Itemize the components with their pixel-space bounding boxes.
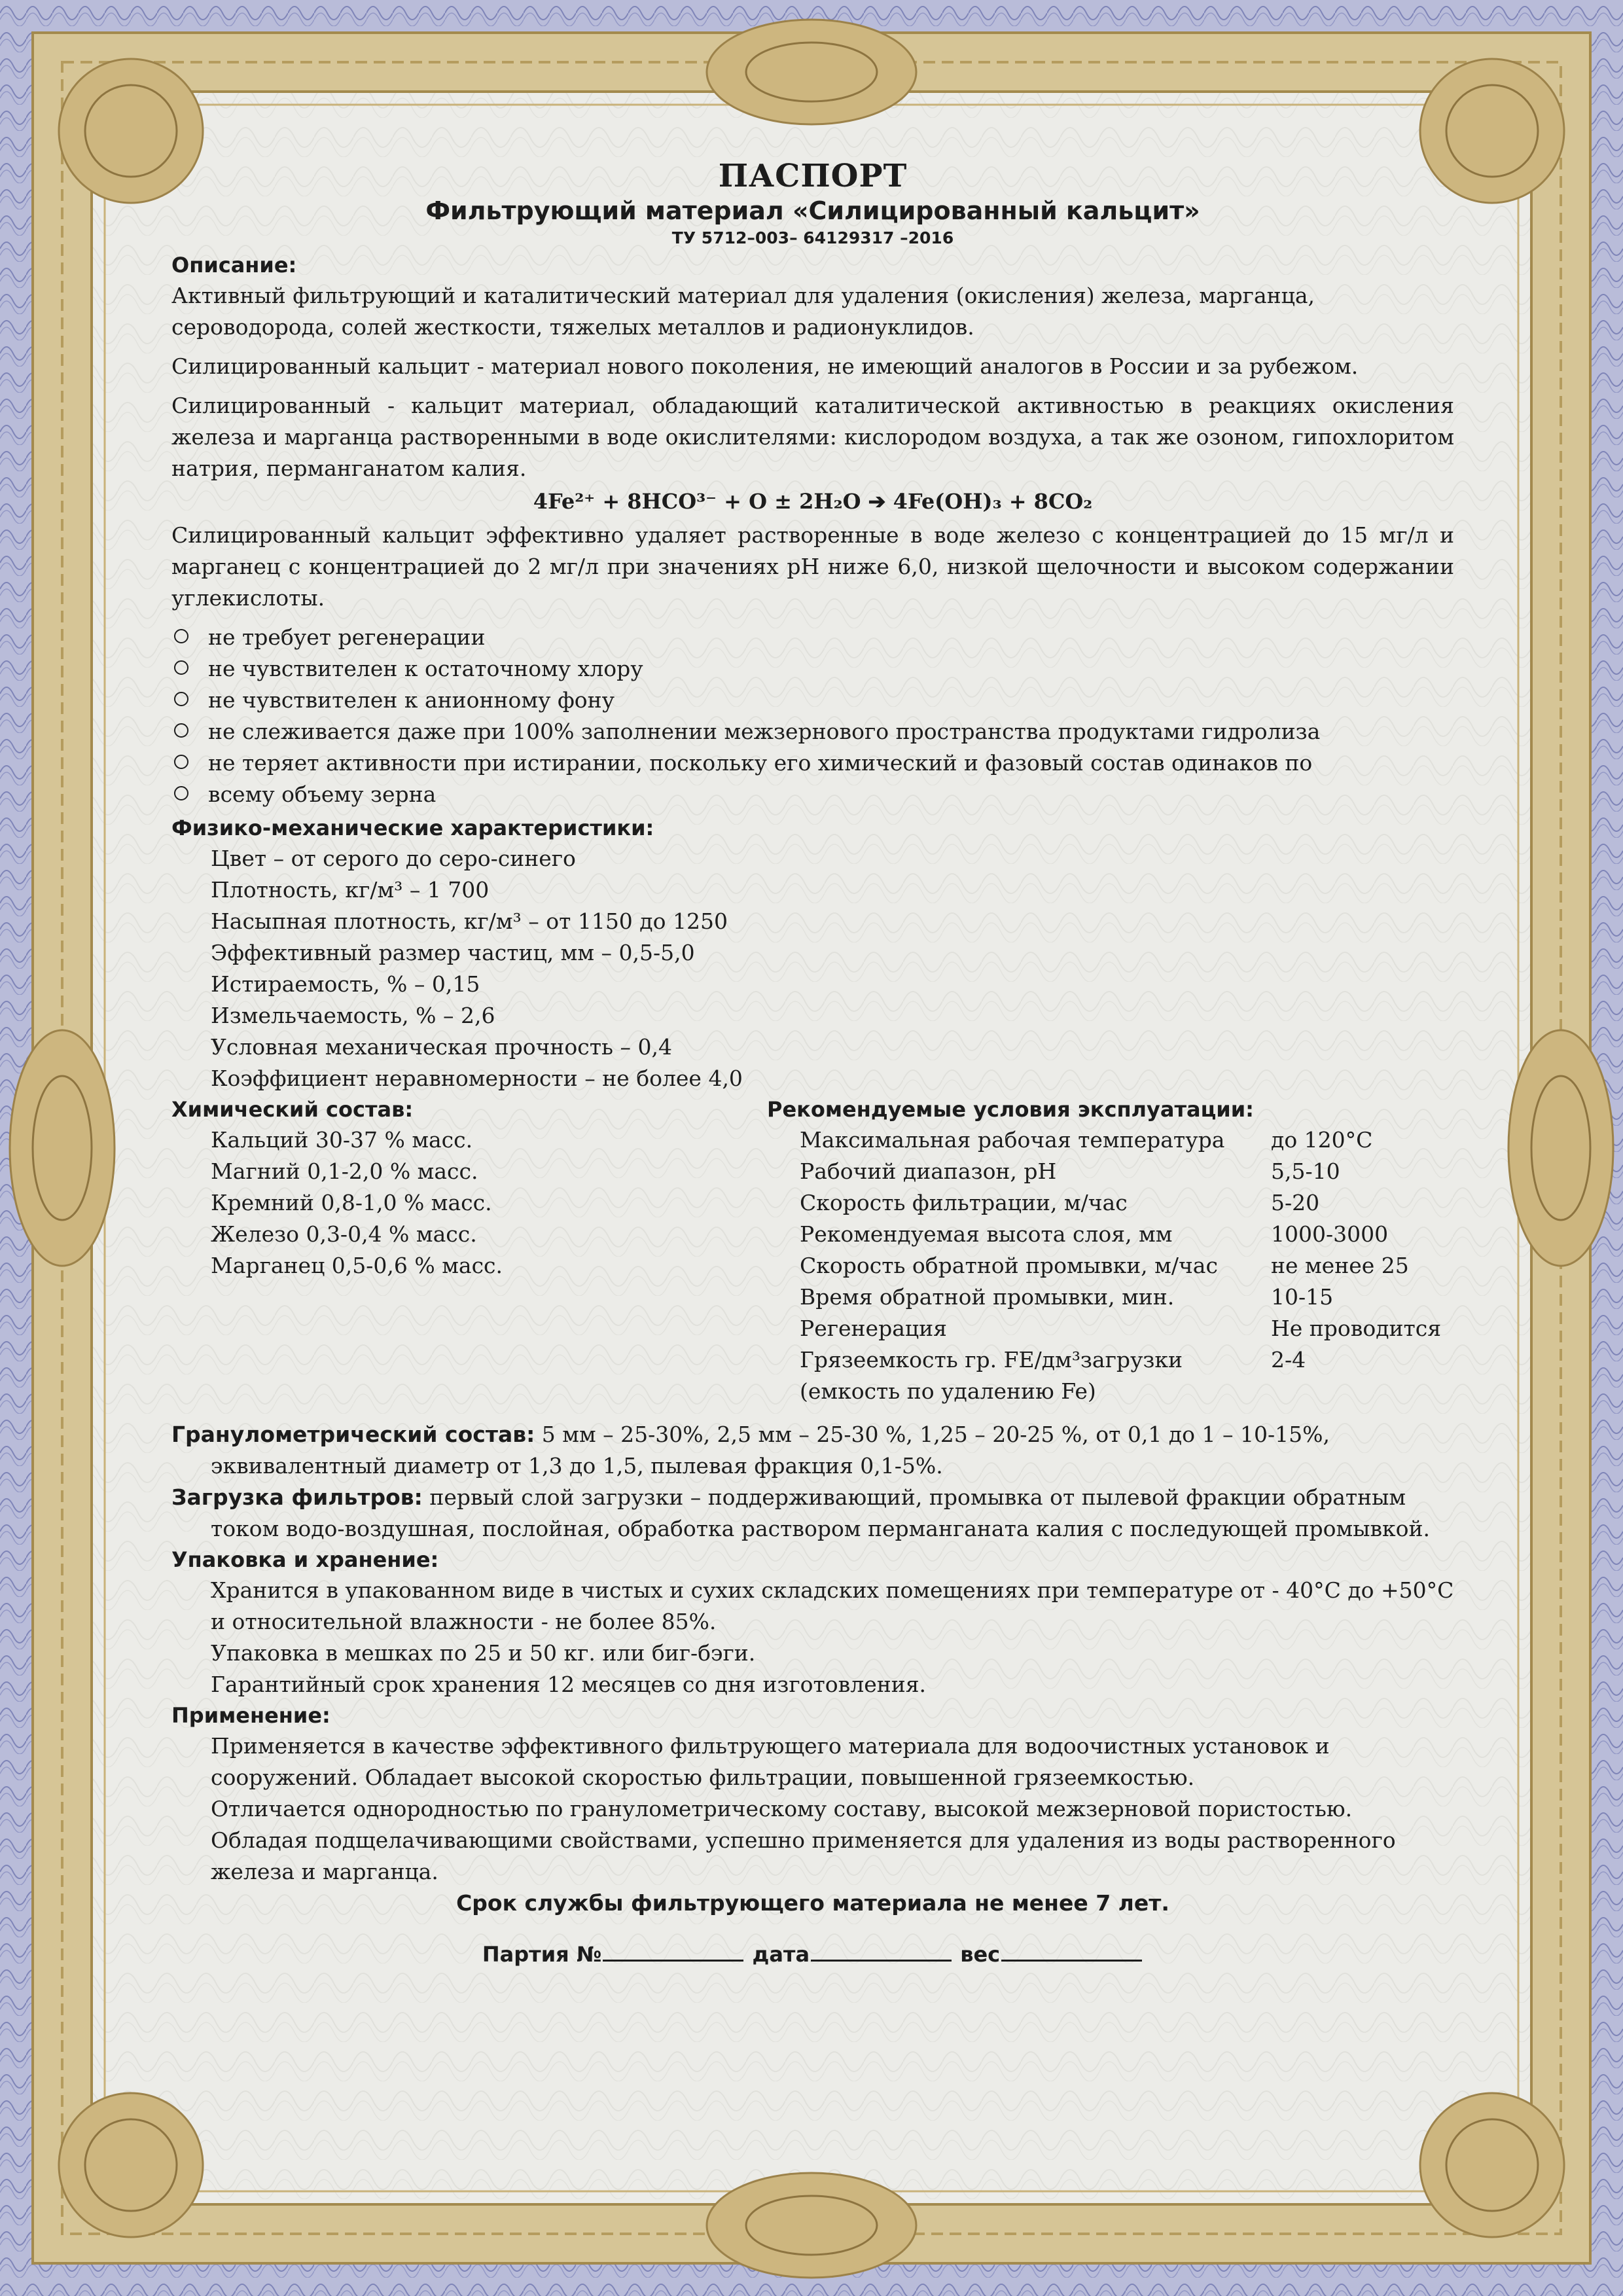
application-heading: Применение:	[171, 1703, 330, 1728]
table-cell: Рекомендуемая высота слоя, мм	[800, 1221, 1173, 1247]
chemical-composition	[171, 1094, 767, 1407]
list-item: Железо 0,3-0,4 % масс.	[211, 1221, 477, 1247]
table-cell: Время обратной промывки, мин.	[800, 1284, 1175, 1310]
granulometric-text: 5 мм – 25-30%, 2,5 мм – 25-30 %, 1,25 – 20-25 %, от 0,1 до 1 – 10-15%, эквивалентный диаметр от 1,3 до 1,5, пылевая фракция 0,1-5%.	[211, 1422, 1330, 1479]
weight-label: вес	[960, 1942, 1001, 1967]
table-cell: 5-20	[1271, 1190, 1320, 1215]
table-cell: 10-15	[1271, 1284, 1334, 1310]
operating-conditions	[767, 1094, 1454, 1407]
signature-line	[171, 1939, 1454, 1970]
table-cell: Максимальная рабочая температура	[800, 1127, 1225, 1153]
table-cell: 1000-3000	[1271, 1221, 1389, 1247]
table-row	[800, 1250, 1441, 1282]
table-row	[800, 1282, 1441, 1313]
table-cell: (емкость по удалению Fe)	[800, 1378, 1096, 1404]
list-item	[171, 779, 1454, 810]
features-list	[171, 622, 1454, 810]
list-item: Измельчаемость, % – 2,6	[211, 1003, 495, 1028]
circle-bullet-icon	[174, 629, 188, 643]
table-cell: Рабочий диапазон, pH	[800, 1158, 1057, 1184]
date-label: дата	[752, 1942, 810, 1967]
technical-spec-number: ТУ 5712–003– 64129317 –2016	[671, 228, 954, 247]
table-row	[800, 1156, 1441, 1187]
circle-bullet-icon	[174, 723, 188, 738]
table-cell: до 120°С	[1271, 1127, 1373, 1153]
chemical-heading: Химический состав:	[171, 1097, 414, 1122]
application-paragraph-1: Применяется в качестве эффективного фильтрующего материала для водоочистных установок и сооружений. Обладает высокой скоростью фильтрации, повышенной грязеемкостью.	[211, 1733, 1330, 1790]
description-paragraph-3: Силицированный - кальцит материал, обладающий каталитической активностью в реакциях окисления железа и марганца растворенными в воде окислителями: кислородом воздуха, а так же озоном, гипохлоритом натрия, перманганатом калия.	[171, 393, 1454, 481]
list-item: Плотность, кг/м³ – 1 700	[211, 877, 490, 903]
batch-label: Партия №	[482, 1942, 602, 1967]
batch-field[interactable]	[603, 1940, 743, 1962]
granulometric-paragraph	[171, 1419, 1454, 1482]
conditions-table	[800, 1124, 1441, 1407]
table-cell: 5,5-10	[1271, 1158, 1340, 1184]
document-title: ПАСПОРТ	[718, 158, 908, 194]
table-cell	[1271, 1376, 1441, 1407]
storage-heading: Упаковка и хранение:	[171, 1547, 439, 1572]
feature-text: всему объему зерна	[208, 781, 437, 807]
feature-text: не чувствителен к остаточному хлору	[208, 656, 643, 681]
table-row	[800, 1124, 1441, 1156]
loading-paragraph	[171, 1482, 1454, 1545]
table-row	[800, 1187, 1441, 1219]
table-cell: 2-4	[1271, 1347, 1306, 1372]
table-row	[800, 1376, 1441, 1407]
list-item: Хранится в упакованном виде в чистых и сухих складских помещениях при температуре от - 40°С до +50°С и относительной влажности - не более 85%.	[211, 1577, 1454, 1634]
table-cell: не менее 25	[1271, 1253, 1409, 1278]
list-item: Кремний 0,8-1,0 % масс.	[211, 1190, 492, 1215]
list-item: Условная механическая прочность – 0,4	[211, 1034, 672, 1060]
conditions-heading: Рекомендуемые условия эксплуатации:	[767, 1097, 1254, 1122]
list-item	[171, 653, 1454, 685]
list-item: Упаковка в мешках по 25 и 50 кг. или биг-бэги.	[211, 1640, 756, 1666]
list-item: Цвет – от серого до серо-синего	[211, 846, 576, 871]
list-item: Истираемость, % – 0,15	[211, 971, 480, 997]
date-field[interactable]	[811, 1940, 952, 1962]
storage-list	[171, 1575, 1454, 1700]
table-row	[800, 1219, 1441, 1250]
document-subtitle: Фильтрующий материал «Силицированный кальцит»	[425, 196, 1200, 225]
chemical-list	[171, 1124, 767, 1282]
list-item: Кальций 30-37 % масс.	[211, 1127, 473, 1153]
description-paragraph-2: Силицированный кальцит - материал нового поколения, не имеющий аналогов в России и за рубежом.	[171, 353, 1359, 379]
description-paragraph-4: Силицированный кальцит эффективно удаляет растворенные в воде железо с концентрацией до 15 мг/л и марганец с концентрацией до 2 мг/л при значениях pH ниже 6,0, низкой щелочности и высоком содержании углекислоты.	[171, 522, 1454, 611]
feature-text: не требует регенерации	[208, 624, 486, 650]
table-cell: Не проводится	[1271, 1316, 1442, 1341]
table-cell: Скорость фильтрации, м/час	[800, 1190, 1128, 1215]
circle-bullet-icon	[174, 755, 188, 769]
feature-text: не слеживается даже при 100% заполнении межзернового пространства продуктами гидролиза	[208, 719, 1321, 744]
feature-text: не чувствителен к анионному фону	[208, 687, 615, 713]
description-heading: Описание:	[171, 253, 297, 278]
feature-text: не теряет активности при истирании, поскольку его химический и фазовый состав одинаков по	[208, 750, 1313, 776]
description-paragraph-1: Активный фильтрующий и каталитический материал для удаления (окисления) железа, марганца, сероводорода, солей жесткости, тяжелых металлов и радионуклидов.	[171, 283, 1315, 340]
circle-bullet-icon	[174, 786, 188, 800]
table-cell: Грязеемкость гр. FE/дм³загрузки	[800, 1347, 1183, 1372]
table-cell: Регенерация	[800, 1316, 947, 1341]
application-text	[171, 1731, 1454, 1888]
list-item	[171, 685, 1454, 716]
loading-label: Загрузка фильтров:	[171, 1484, 423, 1510]
physical-properties-list	[171, 843, 1454, 1094]
loading-text: первый слой загрузки – поддерживающий, промывка от пылевой фракции обратным током водо-воздушная, послойная, обработка раствором перманганата калия с последующей промывкой.	[211, 1484, 1431, 1541]
circle-bullet-icon	[174, 692, 188, 706]
reaction-formula: 4Fe²⁺ + 8HCO³⁻ + O ± 2H₂O ➔ 4Fe(OH)₃ + 8CO₂	[533, 489, 1093, 514]
circle-bullet-icon	[174, 660, 188, 675]
list-item	[171, 747, 1454, 779]
list-item: Магний 0,1-2,0 % масс.	[211, 1158, 478, 1184]
list-item: Насыпная плотность, кг/м³ – от 1150 до 1250	[211, 908, 728, 934]
table-row	[800, 1344, 1441, 1376]
list-item: Эффективный размер частиц, мм – 0,5-5,0	[211, 940, 695, 965]
list-item	[171, 716, 1454, 747]
list-item	[171, 622, 1454, 653]
physical-heading: Физико-механические характеристики:	[171, 816, 654, 840]
table-cell: Скорость обратной промывки, м/час	[800, 1253, 1218, 1278]
list-item: Коэффициент неравномерности – не более 4,0	[211, 1066, 743, 1091]
weight-field[interactable]	[1001, 1940, 1142, 1962]
list-item: Марганец 0,5-0,6 % масс.	[211, 1253, 503, 1278]
application-paragraph-2: Отличается однородностью по гранулометрическому составу, высокой межзерновой пористостью. Обладая подщелачивающими свойствами, успешно применяется для удаления из воды растворенного железа и марганца.	[211, 1796, 1396, 1884]
two-column-section	[171, 1094, 1454, 1407]
list-item: Гарантийный срок хранения 12 месяцев со дня изготовления.	[211, 1672, 927, 1697]
passport-document	[171, 157, 1454, 2140]
granulometric-label: Гранулометрический состав:	[171, 1422, 535, 1447]
service-life-note: Срок службы фильтрующего материала не менее 7 лет.	[456, 1890, 1169, 1916]
table-row	[800, 1313, 1441, 1344]
